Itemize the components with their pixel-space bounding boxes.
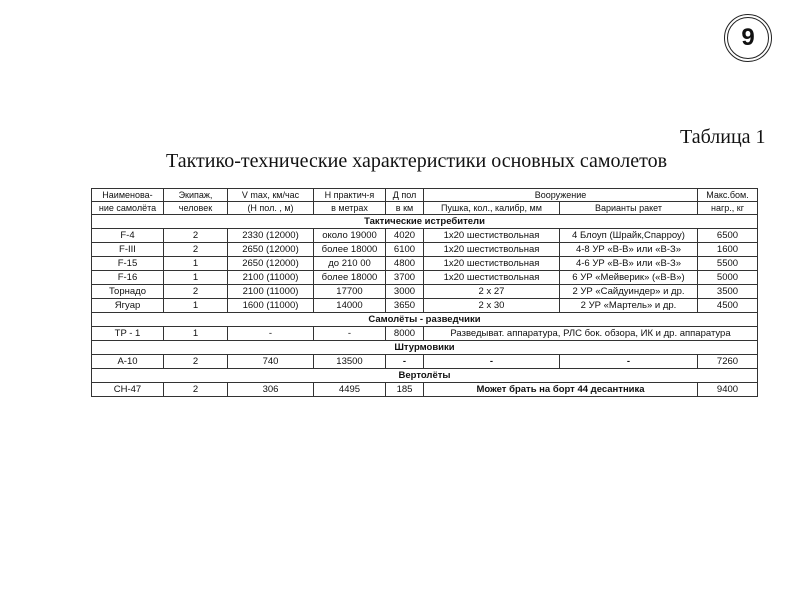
cell-missiles: 6 УР «Мейверик» («В-В») bbox=[560, 271, 698, 285]
cell-dpol: - bbox=[386, 355, 424, 369]
table-row bbox=[92, 383, 758, 397]
table-row bbox=[92, 271, 758, 285]
cell-vmax: 2650 (12000) bbox=[228, 257, 314, 271]
page-number-badge bbox=[724, 14, 772, 62]
cell-hprac: 4495 bbox=[314, 383, 386, 397]
table-row bbox=[92, 299, 758, 313]
cell-dpol: 3650 bbox=[386, 299, 424, 313]
header-armament: Вооружение bbox=[424, 189, 698, 202]
header-name: Наименова- bbox=[92, 189, 164, 202]
cell-crew: 2 bbox=[164, 229, 228, 243]
cell-vmax: 740 bbox=[228, 355, 314, 369]
header-bomb: Макс.бом. bbox=[698, 189, 758, 202]
cell-bomb: 6500 bbox=[698, 229, 758, 243]
header-vmax: V max, км/час bbox=[228, 189, 314, 202]
cell-hprac: 17700 bbox=[314, 285, 386, 299]
cell-missiles: 2 УР «Мартель» и др. bbox=[560, 299, 698, 313]
section-row bbox=[92, 313, 758, 327]
section-row bbox=[92, 215, 758, 229]
cell-gun: 2 х 27 bbox=[424, 285, 560, 299]
cell-name: F-15 bbox=[92, 257, 164, 271]
cell-hprac: более 18000 bbox=[314, 271, 386, 285]
cell-name: Торнадо bbox=[92, 285, 164, 299]
table-row bbox=[92, 355, 758, 369]
cell-bomb: 4500 bbox=[698, 299, 758, 313]
header-name-2: ние самолёта bbox=[92, 202, 164, 215]
header-hprac-2: в метрах bbox=[314, 202, 386, 215]
cell-bomb: 9400 bbox=[698, 383, 758, 397]
cell-dpol: 6100 bbox=[386, 243, 424, 257]
cell-gun: 1х20 шестиствольная bbox=[424, 271, 560, 285]
specs-table bbox=[91, 188, 758, 397]
cell-crew: 2 bbox=[164, 383, 228, 397]
cell-gun: - bbox=[424, 355, 560, 369]
cell-bomb: 3500 bbox=[698, 285, 758, 299]
cell-vmax: 306 bbox=[228, 383, 314, 397]
header-vmax-2: (Н пол. , м) bbox=[228, 202, 314, 215]
cell-armament: Может брать на борт 44 десантника bbox=[424, 383, 698, 397]
cell-vmax: 2330 (12000) bbox=[228, 229, 314, 243]
document-title: Тактико-технические характеристики основных самолетов bbox=[166, 150, 668, 172]
cell-missiles: 4 Блоуп (Шрайк,Спарроу) bbox=[560, 229, 698, 243]
section-helicopters: Вертолёты bbox=[92, 369, 758, 383]
table-row bbox=[92, 243, 758, 257]
cell-bomb: 5500 bbox=[698, 257, 758, 271]
cell-missiles: 2 УР «Сайдуиндер» и др. bbox=[560, 285, 698, 299]
section-attack: Штурмовики bbox=[92, 341, 758, 355]
header-dpol: Д пол bbox=[386, 189, 424, 202]
cell-vmax: 2100 (11000) bbox=[228, 285, 314, 299]
cell-gun: 1х20 шестиствольная bbox=[424, 229, 560, 243]
section-fighters: Тактические истребители bbox=[92, 215, 758, 229]
header-row-1 bbox=[92, 189, 758, 202]
section-row bbox=[92, 341, 758, 355]
header-crew-2: человек bbox=[164, 202, 228, 215]
cell-name: TP - 1 bbox=[92, 327, 164, 341]
cell-vmax: 2100 (11000) bbox=[228, 271, 314, 285]
cell-crew: 1 bbox=[164, 299, 228, 313]
cell-crew: 2 bbox=[164, 355, 228, 369]
cell-hprac: более 18000 bbox=[314, 243, 386, 257]
table-row bbox=[92, 285, 758, 299]
cell-gun: 1х20 шестиствольная bbox=[424, 257, 560, 271]
cell-hprac: до 210 00 bbox=[314, 257, 386, 271]
cell-bomb: 7260 bbox=[698, 355, 758, 369]
table-row bbox=[92, 229, 758, 243]
header-hprac: Н практич-я bbox=[314, 189, 386, 202]
cell-dpol: 3000 bbox=[386, 285, 424, 299]
cell-hprac: около 19000 bbox=[314, 229, 386, 243]
header-bomb-2: нагр., кг bbox=[698, 202, 758, 215]
cell-name: A-10 bbox=[92, 355, 164, 369]
cell-name: CH-47 bbox=[92, 383, 164, 397]
cell-name: F-III bbox=[92, 243, 164, 257]
table-row bbox=[92, 257, 758, 271]
cell-dpol: 185 bbox=[386, 383, 424, 397]
cell-crew: 2 bbox=[164, 285, 228, 299]
cell-gun: 1х20 шестиствольная bbox=[424, 243, 560, 257]
header-crew: Экипаж, bbox=[164, 189, 228, 202]
section-row bbox=[92, 369, 758, 383]
cell-dpol: 3700 bbox=[386, 271, 424, 285]
table-row bbox=[92, 327, 758, 341]
cell-bomb: 5000 bbox=[698, 271, 758, 285]
cell-crew: 1 bbox=[164, 327, 228, 341]
header-gun: Пушка, кол., калибр, мм bbox=[424, 202, 560, 215]
cell-name: Ягуар bbox=[92, 299, 164, 313]
section-recon: Самолёты - разведчики bbox=[92, 313, 758, 327]
cell-crew: 1 bbox=[164, 257, 228, 271]
header-row-2 bbox=[92, 202, 758, 215]
cell-missiles: 4-6 УР «В-В» или «В-З» bbox=[560, 257, 698, 271]
header-dpol-2: в км bbox=[386, 202, 424, 215]
cell-vmax: 1600 (11000) bbox=[228, 299, 314, 313]
cell-crew: 1 bbox=[164, 271, 228, 285]
header-missiles: Варианты ракет bbox=[560, 202, 698, 215]
table-label: Таблица 1 bbox=[680, 126, 766, 148]
cell-name: F-16 bbox=[92, 271, 164, 285]
cell-armament: Разведыват. аппаратура, РЛС бок. обзора, ИК и др. аппаратура bbox=[424, 327, 758, 341]
cell-dpol: 4800 bbox=[386, 257, 424, 271]
cell-crew: 2 bbox=[164, 243, 228, 257]
cell-hprac: 13500 bbox=[314, 355, 386, 369]
cell-vmax: - bbox=[228, 327, 314, 341]
cell-vmax: 2650 (12000) bbox=[228, 243, 314, 257]
cell-bomb: 1600 bbox=[698, 243, 758, 257]
cell-gun: 2 х 30 bbox=[424, 299, 560, 313]
cell-name: F-4 bbox=[92, 229, 164, 243]
page-number: 9 bbox=[727, 17, 769, 59]
cell-missiles: - bbox=[560, 355, 698, 369]
cell-dpol: 4020 bbox=[386, 229, 424, 243]
cell-dpol: 8000 bbox=[386, 327, 424, 341]
cell-hprac: - bbox=[314, 327, 386, 341]
cell-hprac: 14000 bbox=[314, 299, 386, 313]
cell-missiles: 4-8 УР «В-В» или «В-З» bbox=[560, 243, 698, 257]
